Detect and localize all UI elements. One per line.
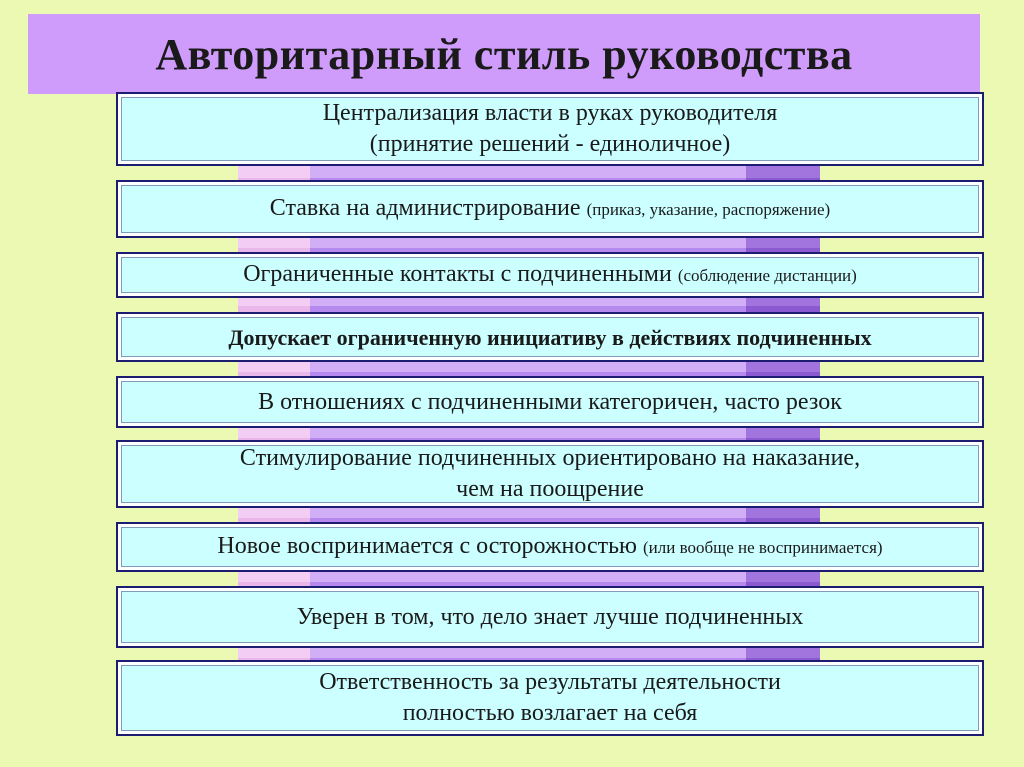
box-8-text: Уверен в том, что дело знает лучше подчиненных <box>296 603 804 630</box>
box-6-line-2: чем на поощрение <box>456 476 644 502</box>
box-3-note: (соблюдение дистанции) <box>677 266 857 285</box>
title-bar <box>28 14 980 94</box>
characteristic-box-8 <box>116 586 984 648</box>
box-7-main: Новое воспринимается с осторожностью <box>217 533 637 559</box>
characteristic-box-3 <box>116 252 984 298</box>
characteristic-box-7 <box>116 522 984 572</box>
box-9-line-1: Ответственность за результаты деятельности <box>319 669 781 695</box>
box-1-line-1: Централизация власти в руках руководителя <box>322 100 778 126</box>
characteristic-box-6 <box>116 440 984 508</box>
box-5-text: В отношениях с подчиненными категоричен, часто резок <box>258 388 842 415</box>
box-2-note: (приказ, указание, распоряжение) <box>586 200 831 219</box>
box-7-note: (или вообще не воспринимается) <box>642 538 883 557</box>
box-9-line-2: полностью возлагает на себя <box>402 700 698 726</box>
connector-band <box>238 166 820 178</box>
box-2-main: Ставка на администрирование <box>269 195 581 221</box>
box-7-text <box>217 531 882 563</box>
box-3-main: Ограниченные контакты с подчиненными <box>243 261 672 287</box>
characteristic-box-5 <box>116 376 984 428</box>
characteristic-box-2 <box>116 180 984 238</box>
box-1-line-2: (принятие решений - единоличное) <box>369 131 731 157</box>
characteristic-box-9 <box>116 660 984 736</box>
slide-title: Авторитарный стиль руководства <box>155 29 853 79</box>
box-4-text: Допускает ограниченную инициативу в действиях подчиненных <box>228 324 872 350</box>
box-2-text <box>270 193 830 225</box>
characteristic-box-4 <box>116 312 984 362</box>
box-6-line-1: Стимулирование подчиненных ориентировано на наказание, <box>239 445 861 471</box>
characteristic-box-1 <box>116 92 984 166</box>
box-3-text <box>243 259 857 291</box>
